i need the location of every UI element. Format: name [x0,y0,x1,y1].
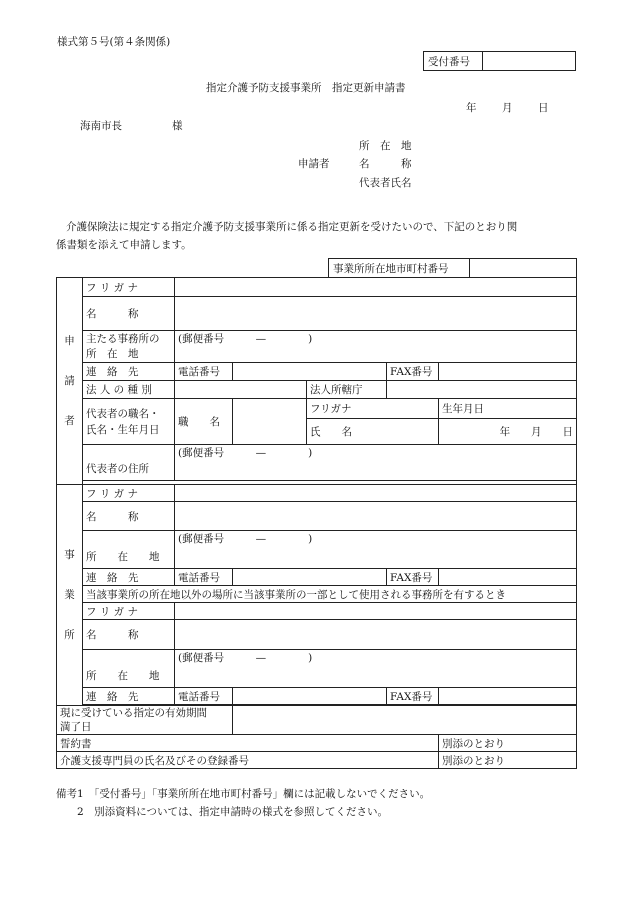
label-person-name: 氏 名 [307,419,439,445]
label-contact: 連 絡 先 [83,363,175,381]
input-sub-name[interactable] [175,620,577,650]
receipt-box [423,51,576,71]
receipt-field[interactable] [483,52,576,71]
input-main-office-postal[interactable]: (郵便番号 — ) [175,331,577,363]
note-2: 2 別添資料については、指定申請時の様式を参照してください。 [56,806,388,818]
section-applicant: 申 請 者 [57,278,83,485]
receipt-label: 受付番号 [424,52,483,71]
section-office: 事 業 所 [57,485,83,706]
applicant-rep-label: 代表者氏名 [359,177,412,189]
municipality-number-box [328,258,577,278]
label-tel: 電話番号 [175,363,233,381]
addressee-name: 海南市長 [80,120,122,132]
label-fax: FAX番号 [387,363,439,381]
input-sub-tel[interactable] [233,688,387,705]
input-dob[interactable]: 年 月 日 [439,419,577,445]
input-applicant-fax[interactable] [439,363,577,381]
label-rep-title: 代表者の職名・ 氏名・生年月日 [83,399,175,445]
label-sub-furigana: フ リ ガ ナ [83,603,175,620]
input-corp-type[interactable] [175,381,307,399]
input-applicant-tel[interactable] [233,363,387,381]
label-furigana: フ リ ガ ナ [83,278,175,297]
application-form-table [56,277,577,769]
label-furigana-small: フリガナ [307,399,439,419]
form-number: 様式第５号(第４条関係) [57,36,171,48]
applicant-location-label: 所 在 地 [359,140,412,152]
label-office-location: 所 在 地 [83,531,175,569]
label-sub-contact: 連 絡 先 [83,688,175,705]
label-sub-name: 名 称 [83,620,175,650]
label-sub-fax: FAX番号 [387,688,439,705]
label-office-contact: 連 絡 先 [83,569,175,586]
applicant-label: 申請者 [298,158,330,170]
input-position[interactable] [233,399,307,445]
date-day: 日 [538,102,549,114]
value-pledge: 別添のとおり [439,735,577,752]
label-office-fax: FAX番号 [387,569,439,586]
body-text-line2: 係書類を添えて申請します。 [56,239,192,251]
label-corp-office: 法人所轄庁 [307,381,387,399]
input-office-postal[interactable]: (郵便番号 — ) [175,531,577,569]
label-office-tel: 電話番号 [175,569,233,586]
date-year: 年 [466,102,477,114]
municipality-number-label: 事業所所在地市町村番号 [329,259,470,278]
label-validity: 現に受けている指定の有効期間 満了日 [57,706,233,735]
input-office-name[interactable] [175,502,577,531]
label-position: 職 名 [175,399,233,445]
value-staff: 別添のとおり [439,752,577,769]
input-office-furigana[interactable] [175,485,577,502]
body-text-line1: 介護保険法に規定する指定介護予防支援事業所に係る指定更新を受けたいので、下記のとおり関 [66,221,518,233]
date-month: 月 [502,102,513,114]
label-office-furigana: フ リ ガ ナ [83,485,175,502]
label-dob: 生年月日 [439,399,577,419]
label-pledge: 誓約書 [57,735,439,752]
label-corp-type: 法 人 の 種 別 [83,381,175,399]
input-validity[interactable] [233,706,577,735]
label-staff: 介護支援専門員の氏名及びその登録番号 [57,752,439,769]
input-sub-postal[interactable]: (郵便番号 — ) [175,650,577,688]
note-1: 備考1 「受付番号」「事業所所在地市町村番号」欄には記載しないでください。 [56,788,431,800]
input-office-fax[interactable] [439,569,577,586]
label-main-office: 主たる事務所の 所 在 地 [83,331,175,363]
document-title: 指定介護予防支援事業所 指定更新申請書 [206,82,406,94]
input-sub-fax[interactable] [439,688,577,705]
input-sub-furigana[interactable] [175,603,577,620]
input-applicant-furigana[interactable] [175,278,577,297]
applicant-name-label: 名 称 [359,158,412,170]
label-office-name: 名 称 [83,502,175,531]
addressee-honorific: 様 [172,120,183,132]
label-other-office: 当該事業所の所在地以外の場所に当該事業所の一部として使用される事務所を有するとき [83,586,577,603]
input-office-tel[interactable] [233,569,387,586]
input-applicant-name[interactable] [175,297,577,331]
municipality-number-field[interactable] [470,259,577,278]
input-corp-office[interactable] [387,381,577,399]
label-name: 名 称 [83,297,175,331]
label-sub-tel: 電話番号 [175,688,233,705]
label-rep-address: 代表者の住所 [83,445,175,481]
input-rep-address[interactable]: (郵便番号 — ) [175,445,577,481]
label-sub-location: 所 在 地 [83,650,175,688]
